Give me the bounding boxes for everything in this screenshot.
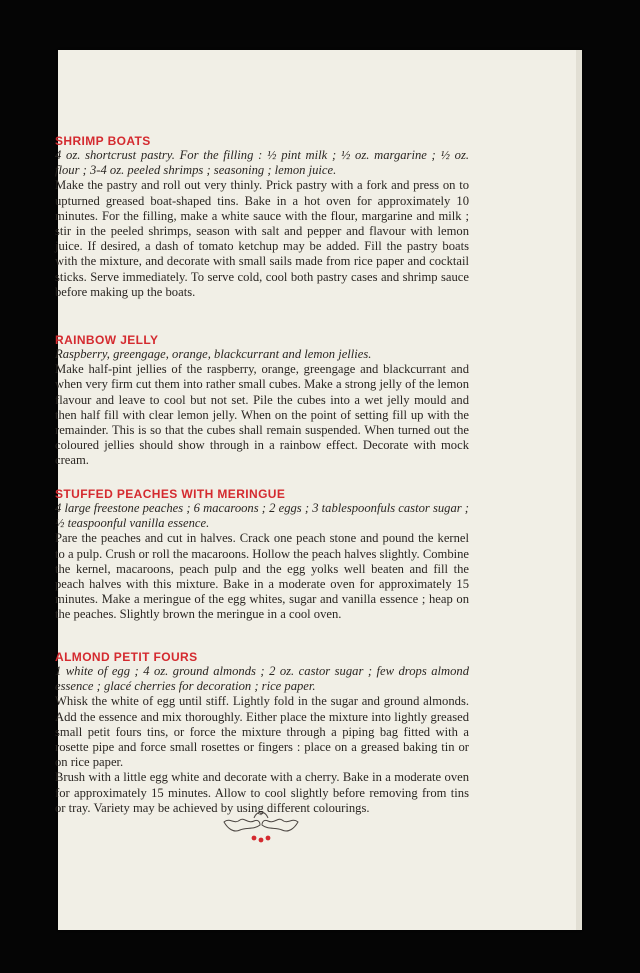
recipe-title: RAINBOW JELLY	[55, 333, 159, 347]
holly-sprig-icon	[218, 808, 304, 848]
recipe-title: ALMOND PETIT FOURS	[55, 650, 198, 664]
recipe-ingredients: 1 white of egg ; 4 oz. ground almonds ; 2 oz. castor sugar ; few drops almond essence ; glacé cherries for decoration ; rice paper.	[55, 664, 469, 694]
recipe-method: Pare the peaches and cut in halves. Crack one peach stone and pound the kernel to a pulp. Crush or roll the macaroons. Hollow the peach halves slightly. Combine the kernel, macaroons, peach pulp and the egg yolks well beaten and fill the peach halves with this mixture. Bake in a moderate oven for approximately 15 minutes. Make a meringue of the egg whites, sugar and vanilla essence ; heap on the peaches. Slightly brown the meringue in a cool oven.	[55, 531, 470, 622]
recipe-method: Whisk the white of egg until stiff. Lightly fold in the sugar and ground almonds. Add the essence and mix thoroughly. Either place the mixture into lightly greased small petit fours tins, or force the mixture through a piping bag fitted with a rosette pipe and force small rosettes or fingers : place on a greased baking tin or on rice paper.	[55, 694, 469, 770]
recipe-title: SHRIMP BOATS	[55, 134, 151, 148]
recipe-title: STUFFED PEACHES WITH MERINGUE	[55, 487, 286, 501]
recipe-ingredients: 4 large freestone peaches ; 6 macaroons ; 2 eggs ; 3 tablespoonfuls castor sugar ; ½ teaspoonful vanilla essence.	[55, 501, 469, 531]
recipe-method: Make the pastry and roll out very thinly. Prick pastry with a fork and press on to upturned greased boat-shaped tins. Bake in a hot oven for approximately 10 minutes. For the filling, make a white sauce with the flour, margarine and milk ; stir in the peeled shrimps, season with salt and pepper and flavour with lemon juice. If desired, a dash of tomato ketchup may be added. Fill the pastry boats with the mixture, and decorate with small sails made from rice paper and cocktail sticks. Serve immediately. To serve cold, cool both pastry cases and shrimp sauce before making up the boats.	[55, 178, 469, 299]
recipe-almond-petit-fours	[55, 651, 469, 816]
recipe-shrimp-boats	[55, 135, 469, 300]
page-edge	[576, 50, 582, 930]
recipe-rainbow-jelly	[55, 334, 469, 469]
recipe-method: Brush with a little egg white and decorate with a cherry. Bake in a moderate oven for approximately 15 minutes. Allow to cool slightly before removing from tins or tray. Variety may be achieved by using different colourings.	[55, 770, 469, 815]
recipe-method: Make half-pint jellies of the raspberry, orange, greengage and blackcurrant and when very firm cut them into rather small cubes. Make a strong jelly of the lemon flavour and leave to cool but not set. Pile the cubes into a wet jelly mould and then half fill with clear lemon jelly. When on the point of setting fill up with the remainder. This is so that the cubes shall remain suspended. When turned out the coloured jellies should show through in a rainbow effect. Decorate with mock cream.	[55, 362, 469, 468]
recipe-ingredients: 4 oz. shortcrust pastry. For the filling : ½ pint milk ; ½ oz. margarine ; ½ oz. flour ; 3-4 oz. peeled shrimps ; seasoning ; lemon juice.	[55, 148, 469, 178]
recipe-ingredients: Raspberry, greengage, orange, blackcurrant and lemon jellies.	[55, 347, 372, 361]
recipe-stuffed-peaches	[55, 488, 469, 623]
